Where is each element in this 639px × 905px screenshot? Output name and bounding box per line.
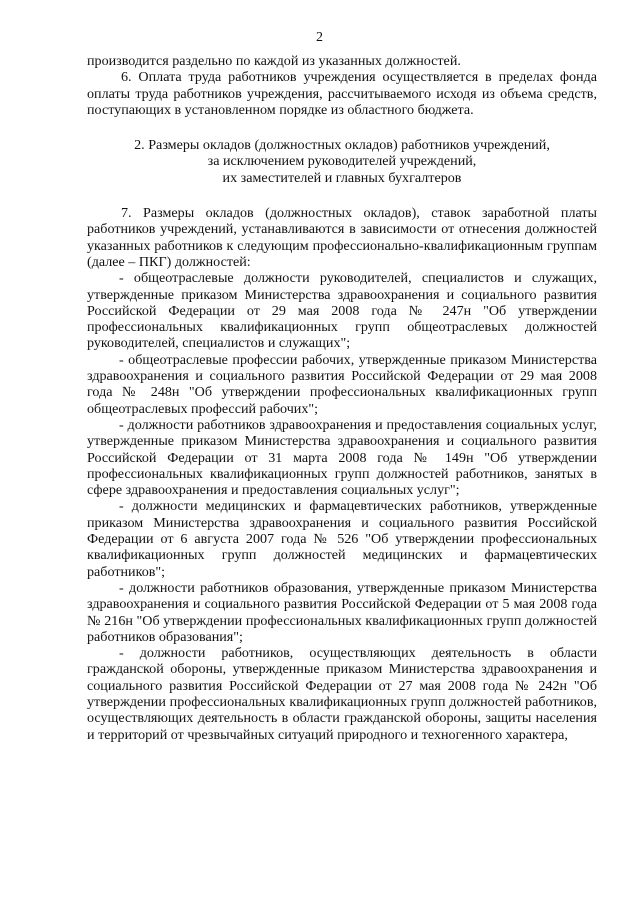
list-item-education: - должности работников образования, утвержденные приказом Министерства здравоохранения и социального развития Российской Федерации от 5 мая 2008 года № 216н "Об утверждении профессиональных квалификационных групп должностей работников образования"; (87, 579, 597, 645)
list-item-civil-defense: - должности работников, осуществляющих деятельность в области гражданской обороны, утвержденные приказом Министерства здравоохранения и социального развития Российской Федерации от 27 мая 2008 года № 242н "Об утверждении профессиональных квалификационных групп должностей работников, осуществляющих деятельность в области гражданской обороны, защиты населения и территорий от чрезвычайных ситуаций природного и техногенного характера, (87, 645, 597, 743)
list-item-healthcare-social: - должности работников здравоохранения и предоставления социальных услуг, утвержденные приказом Министерства здравоохранения и социального развития Российской Федерации от 31 марта 2008 года № 149н "Об утверждении профессиональных квалификационных групп должностей работников, занятых в сфере здравоохранения и предоставления социальных услуг"; (87, 416, 597, 499)
paragraph-continuation: производится раздельно по каждой из указанных должностей. (87, 53, 461, 69)
page-number: 2 (316, 30, 323, 45)
paragraph-7: 7. Размеры окладов (должностных окладов), ставок заработной платы работников учреждений, устанавливаются в зависимости от отнесения должностей указанных работников к следующим профессионально-квалификационным группам (далее – ПКГ) должностей: (87, 205, 597, 270)
paragraph-6: 6. Оплата труда работников учреждения осуществляется в пределах фонда оплаты труда работников учреждения, рассчитываемого исходя из объема средств, поступающих в установленном порядке из областного бюджета. (87, 69, 597, 118)
list-item-medical-pharma: - должности медицинских и фармацевтических работников, утвержденные приказом Министерства здравоохранения и социального развития Российской Федерации от 6 августа 2007 года № 526 "Об утверждении профессиональных квалификационных групп должностей медицинских и фармацевтических работников"; (87, 498, 597, 580)
section-heading-line-1: 2. Размеры окладов (должностных окладов) работников учреждений, (134, 137, 550, 154)
section-heading-line-3: их заместителей и главных бухгалтеров (222, 169, 462, 186)
document-body (87, 53, 597, 743)
section-heading (87, 137, 597, 186)
list-item-general-positions: - общеотраслевые должности руководителей, специалистов и служащих, утвержденные приказом Министерства здравоохранения и социального развития Российской Федерации от 29 мая 2008 года № 247н "Об утверждении профессиональных квалификационных групп общеотраслевых должностей руководителей, специалистов и служащих"; (87, 270, 597, 352)
section-heading-line-2: за исключением руководителей учреждений, (207, 153, 477, 170)
list-item-worker-professions: - общеотраслевые профессии рабочих, утвержденные приказом Министерства здравоохранения и социального развития Российской Федерации от 29 мая 2008 года № 248н "Об утверждении профессиональных квалификационных групп общеотраслевых профессий рабочих"; (87, 351, 597, 417)
